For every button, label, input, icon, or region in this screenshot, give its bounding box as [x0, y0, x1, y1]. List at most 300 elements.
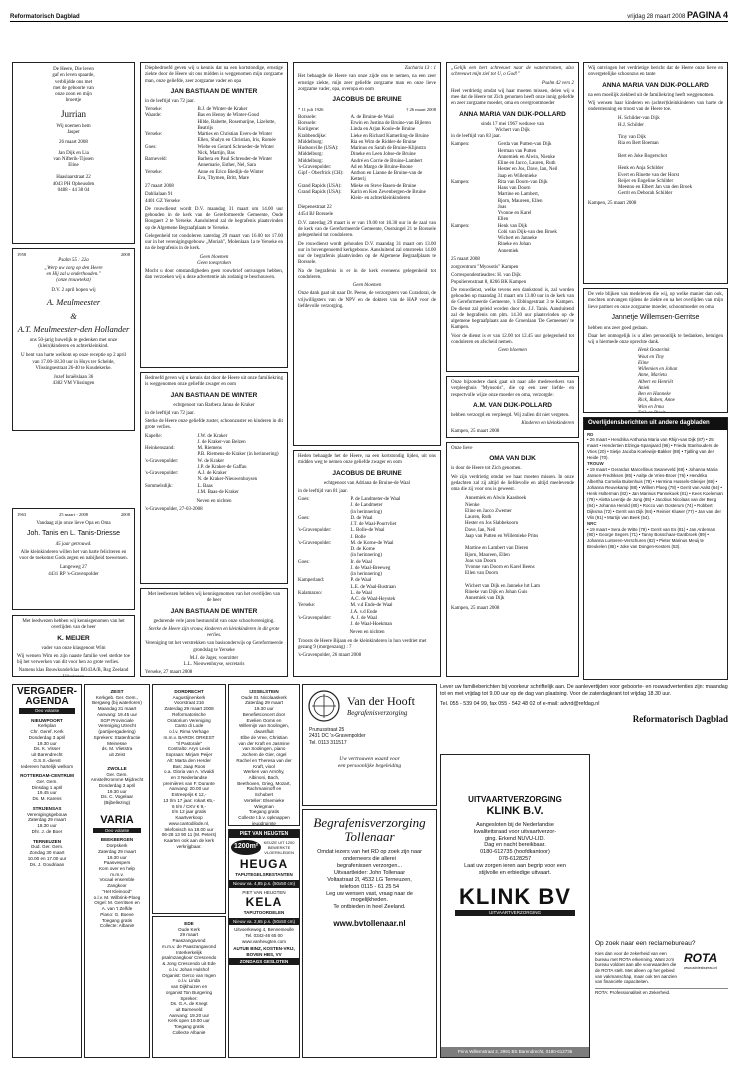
text-line: H. Schilder-van Dijk: [618, 116, 660, 122]
family-place: 's-Gravenpolder:: [145, 471, 179, 477]
klink-logo: KLINK BV: [459, 883, 571, 909]
text-line: Prunusstraat 25: [309, 727, 345, 733]
family-names: J.M. Baas-de Kraker: [197, 489, 239, 495]
agenda-line: Albinoni, Bach,: [248, 775, 280, 781]
agenda-line: Toegang gratis: [248, 809, 280, 815]
agenda-line: Reformatorische: [172, 711, 206, 717]
agenda-line: uit Barneveld: [175, 1007, 203, 1013]
text-line: Lauren, Ruth: [465, 515, 492, 521]
text-line: Hester en Jos Slabbekoorn: [465, 521, 519, 527]
agenda-line: Werken van Arnöhy,: [243, 769, 285, 775]
agenda-sub: Oeo volante: [19, 708, 75, 714]
deceased-name: ANNA MARIA VAN DIJK-POLLARD: [602, 81, 709, 89]
text2: hebben ons zeer goed gedaan.: [588, 325, 648, 331]
other-papers-obituaries: [583, 417, 728, 680]
agenda-line: 18.30 uur: [37, 823, 57, 829]
text-line: 4382 VM Vlissingen: [52, 381, 95, 387]
agenda-line: Spreker:: [180, 995, 198, 1001]
text-line: Anne, Marieta: [638, 373, 667, 379]
text-line: Dahlialaan 91: [145, 192, 173, 198]
family-list: [145, 107, 283, 182]
agenda-line: Zondag 30 maart: [29, 850, 65, 856]
text-line: Albert en Henriët: [638, 379, 673, 385]
amp: &: [70, 310, 77, 321]
agenda-line: Evelien Ooms en: [246, 717, 282, 723]
agenda-line: Donderdag 3 april: [98, 783, 136, 789]
extra-text: Na de begrafenis is er in de kerk eveneens gelegenheid tot condoleren.: [298, 268, 436, 280]
agenda-line: Iedereen hartelijk welkom: [20, 763, 74, 769]
text-line: onze zoon en mijn: [55, 92, 92, 97]
heugten-badge-row: [229, 838, 299, 857]
text-line: Wij noemen hem: [56, 123, 91, 129]
family-names: J.W. de Kraker: [197, 433, 228, 439]
ede-items: [153, 921, 225, 1036]
agenda-line: Contralto: Aryn Lexis: [167, 746, 211, 752]
paper-name: Reformatorisch Dagblad: [10, 13, 80, 20]
family-row: [298, 196, 436, 202]
place-date: Kampen, 25 maart 2008: [451, 429, 500, 435]
heuga-price: Nieuw va. 4,95 p.s. (50x50 cm): [229, 880, 299, 888]
agenda-line: Organist: Gerco van Ingen: [162, 972, 216, 978]
entries-nrc: • 19 maart • Sera de Witte (79) • Gerrit van Es (81) • Jan Ardeman (90) • George Segers (71) • Tanny Bosschaar-Gantbroek (89) • Johanna Lunteren-Verschuren (82) • Pieter Marinus Meuij te Breukelen (85) • Joke van Dongen-Kesters (53).: [587, 526, 716, 550]
family-names: Anthon en Lianne de Bruine-van de Ketterij: [350, 171, 423, 183]
agenda-line: Beethoven, Grieg, Mozart,: [237, 780, 291, 786]
sub: echtgenoot van Barbera Janna de Kraker: [173, 402, 255, 408]
entries-rd: • 26 maart • Hendrika Anthonia Maria van Rhijn-van Dijk (87) • 25 maart • Hendertien Elzinga-Spanjaard (96) • Frieda Stanhouders de Vries (20) • Sietje Jacoba Koelewijn-Bakker (88) • Tjalling van der Heide (70).: [587, 437, 719, 461]
family-names: M. v.d Ende-de Waal: [350, 603, 393, 609]
grandchildren-oma: [446, 442, 579, 677]
family-names: P. de Landmeter-de Waal: [350, 497, 401, 503]
date: 25 maart 2008: [451, 256, 480, 262]
heuga-tapi: TAPIJTEGELSRESTANTEN: [235, 872, 293, 878]
parents: [17, 151, 130, 170]
text-line: Jaap van Putten en Willemieke Prins: [465, 533, 539, 539]
family-place: Borssele:: [298, 121, 317, 127]
agenda-place: ROTTERDAM-CENTRUM: [20, 773, 74, 779]
tollenaar-title: Begrafenisverzorging Tollenaar: [313, 815, 426, 844]
age: in de leeftijd van 83 jaar.: [451, 134, 501, 140]
family-names: P. de Waal: [350, 578, 372, 584]
text2: Vereniging tot het verstrekken van basisonderwijs op Gereformeerde grondslag te Yerseke: [145, 641, 283, 653]
family-names: A. de Bruine-de Waal: [350, 114, 394, 120]
agenda-line: Oud. Ger. Gem.: [30, 844, 64, 850]
agenda-line: uit Barendrecht: [31, 752, 63, 758]
text-line: gaf en leven spaarde,: [52, 73, 95, 79]
family-list: [451, 142, 574, 255]
obituary-de-winter-kraker: [140, 372, 288, 584]
family-names: L. Baas: [197, 483, 213, 489]
agenda-place: STRIJENSAS: [32, 805, 62, 811]
agenda-line: o.l.v. Rima Verhage: [169, 729, 209, 735]
family-names: Annemiek: [497, 248, 519, 254]
family-names: Martine en Lambert,: [497, 192, 539, 198]
text-line: www.vanheugten.com: [241, 938, 287, 944]
family-names: Eline en Jacco, Lauren, Ruth: [497, 161, 556, 167]
family-names: Linda en Arjan Koole-de Bruine: [350, 127, 416, 133]
ad-tollenaar: [302, 809, 437, 1058]
agenda-line: Zaterdag 29 maart 2008: [164, 706, 214, 712]
agenda-line: Kerkplan: [37, 723, 57, 729]
varia-sub: Oeo volante: [93, 828, 141, 834]
text-line: Uw vertrouwen waard voor: [339, 755, 400, 762]
text-line: Uitvoerkeweg 4, Bennemeulle: [234, 927, 294, 933]
agenda-line: Ger. Gem.: [36, 778, 58, 784]
family-names: Dineke en Leen Jobse-de Bruine: [350, 152, 416, 158]
text-line: Leg uw wensen vast, vraag naar de mogelijkheden.: [326, 890, 413, 904]
rota-title: Op zoek naar een reclamebureau?: [595, 940, 696, 947]
agenda-line: G.S.S.-dienst: [33, 757, 61, 763]
years-married: 45 jaar getrouwd.: [55, 541, 92, 547]
name1: A. Meulmeester: [46, 296, 101, 307]
family-names: Ria en Wim de Ridder-de Bruine: [350, 139, 417, 145]
family-list: [298, 115, 436, 203]
condolence-text: Gelegenheid tot condoleren zaterdag 29 maart van 16.00 tot 17.00 uur in het verenigingsgebouw „Moriah", Molenlaan 1a te Yerseke en na de begrafenis in de kerk.: [145, 233, 283, 252]
text-line: Aangesloten bij de Nederlandse: [476, 821, 554, 828]
agenda-line: Augustijnenkerk: [172, 694, 206, 700]
agenda-line: organist Ton Burgering: [165, 989, 213, 995]
agenda-line: Canto di Lode: [174, 723, 204, 729]
text-line: Yvonne van Doorn en Karel Beens: [465, 565, 535, 571]
nephews: Neven en nichten: [349, 630, 385, 636]
agenda-line: verkrijgbaar.: [176, 843, 202, 849]
where: zorgcentrum "Myosotis" Kampen: [451, 265, 519, 271]
agenda-line: Kom over en help: [98, 866, 135, 871]
family-place: [145, 490, 197, 496]
family-place: Heinkenszand:: [145, 446, 175, 452]
agenda-line: Aanvang: 19.20 uur: [168, 1012, 210, 1018]
note: Mocht u door omstandigheden geen rouwbrief ontvangen hebben, dan verzoeken wij u deze advertentie als zodanig te beschouwen.: [145, 269, 283, 281]
zeist-items: [85, 689, 149, 758]
text-line: verblijdde ons met: [54, 79, 93, 85]
baby-name: Jurrian: [61, 108, 86, 119]
agenda-line: Zaterdag 29 maart: [245, 700, 283, 706]
text-line: Populierenstraat 8, 8266 BK Kampen: [451, 279, 527, 285]
text-line: 2431 DC 's-Gravenpolder: [309, 733, 366, 740]
text-line: Laat uw zorgen ieren aan begrip voor een: [464, 863, 566, 869]
condolence-text: D.V. zaterdag 29 maart is er van 19.00 tot 18.30 uur in de zaal van de kerk van de Gereformeerde Gemeente, Oostsingel 21 te Borssele gelegenheid tot condoleren.: [298, 220, 436, 239]
birth-announcement: [12, 62, 135, 244]
verse: „Gelijk een hert schreeuwt naar de waterstromen, alzo schreeuwt mijn ziel tot U, o God!": [451, 66, 574, 78]
section-rd: RD: [587, 431, 594, 437]
agenda-line: Ds. M. Karens: [32, 796, 62, 802]
family-place: Grand Rapids (USA):: [298, 183, 342, 189]
agenda-line: "Il Pastorale": [175, 740, 203, 746]
agenda-line: Kerkgeb. Ger. Gem.,: [95, 694, 139, 700]
text-line: met de geboorte van: [53, 85, 94, 91]
agenda-place: ZWOLLE: [107, 765, 127, 771]
family-place: [145, 176, 197, 182]
text-line: M.J. de Jager, voorzitter: [189, 655, 239, 661]
ijsselstein-items: [229, 689, 299, 826]
family-row: [145, 176, 283, 182]
kela-sub: TAPIJTOORDELEN: [243, 910, 285, 916]
family-place: 's-Gravenpolder:: [298, 528, 332, 534]
text: Wij wensen Wim en zijn naaste familie veel sterkte toe bij het verwerken van dit voor hen zo grote verlies.: [17, 653, 130, 666]
agenda-place: TERNEUZEN: [32, 838, 62, 844]
agenda-line: Paasvespers: [103, 860, 131, 866]
text-line: 0180-612735 (hoofdkantoor): [480, 849, 550, 856]
family-names: Gerda van Putten-van Dijk: [497, 142, 552, 148]
family-place: Kalamazoo:: [298, 590, 323, 596]
agenda-line: Chr. Geref. Kerk: [30, 729, 64, 735]
agenda-line: Collecte Albanië: [172, 1029, 206, 1035]
agenda-zeist: [84, 684, 150, 1058]
family-names: Joas: [497, 204, 507, 210]
condolence-school: [140, 588, 288, 677]
agenda-line: (partijvergadering): [98, 729, 136, 735]
deceased-name: Jannetje Willemsen-Gerritse: [611, 313, 700, 321]
agenda-line: Sopraan: Mirjam Peijer: [165, 752, 213, 758]
deceased-name: K. MEIJER: [57, 634, 90, 642]
agenda-line: m.m.v. BAROK ORKEST: [163, 734, 215, 740]
text-line: „Werp uw zorg op den Heere: [44, 265, 103, 271]
address: [17, 565, 130, 578]
rota-body: [595, 951, 728, 985]
sidebar-title: Overlijdensberichten uit andere dagbladen: [584, 418, 727, 430]
text: gedurende vele jaren bestuurslid van onze schoolvereniging.: [153, 618, 275, 624]
family-names: (in herinnering): [350, 509, 382, 515]
text-line: Nienke: [465, 502, 480, 508]
text-line: Gerrit en Deborah Schilder: [618, 191, 673, 197]
family-row: [298, 622, 436, 628]
agenda-line: Kaarten ook aan de kerk: [163, 838, 215, 844]
heuga-brand: HEUGA: [239, 857, 289, 872]
signature: [145, 656, 283, 669]
text-line: en Hij zal u onderhouden.": [46, 272, 101, 278]
names-list: [588, 348, 723, 413]
date: 27 maart 2008: [145, 184, 174, 190]
family-names: Ir. de Waal: [350, 559, 373, 565]
text-line: Eline: [68, 163, 79, 168]
family-place: Middelburg:: [298, 158, 323, 164]
family-place: Yerseke:: [298, 603, 316, 609]
family-names: J.T. de Waal-Poortvliet: [350, 522, 397, 528]
deceased-name: JAN BASTIAAN DE WINTER: [170, 87, 258, 95]
agenda-place: IJSSELSTEIN: [249, 689, 279, 694]
agenda-line: van der Kraft en Jasmine: [238, 740, 290, 746]
hooft-sub: Begrafenisverzorging: [347, 709, 408, 718]
text-line: Dave, Ian, Neil: [465, 527, 496, 533]
hooft-name: Van der Hooft: [347, 694, 415, 709]
ad-klink: [440, 754, 590, 1058]
condolence-text: Voor de dienst is er van 12.00 tot 12.45 uur gelegenheid tot condoleren en afscheid nemen.: [451, 333, 574, 345]
text-line: Ben en Hanneke: [638, 392, 671, 397]
agenda-line: Vereniging Utrecht: [98, 723, 136, 729]
rd-logo: Reformatorisch Dagblad: [632, 713, 728, 724]
names-list: [588, 116, 723, 197]
klink-address: Prins Willemstraat 2, 2991 BS Barendrecht, 0180-612735: [441, 1047, 589, 1057]
family-names: Yvonne en Karel: [497, 211, 532, 217]
beek-items: [85, 837, 149, 929]
text-line: Haaslaarstraat 22: [56, 175, 91, 181]
family-names: (in herinnering): [350, 553, 382, 559]
ad-rota: [595, 940, 728, 1058]
years-row: 1958 2008: [17, 252, 130, 257]
text-line: Dag en nacht bereikbaar.: [484, 842, 546, 849]
text-line: Annemiek van Dijk: [465, 596, 505, 602]
agenda-line: Aanvang: 20.00 uur: [168, 786, 210, 792]
agenda-items: [13, 718, 81, 868]
text: Sterke de Heere onze geliefde zuster, schoonzuster en kinderen in dit grote verlies.: [145, 419, 283, 431]
names-list: [451, 496, 574, 602]
agenda-line: www.cantodilode.nl,: [168, 820, 210, 826]
signature: Namens klas Bouwkunde/klas BO43A/B, Rsg Zeeland: [18, 668, 129, 674]
deceased-name: A.M. VAN DIJK-POLLARD: [473, 401, 552, 409]
intro: Diepbedroefd geven wij u kennis dat na een kortstondige, ernstige ziekte door de Heere uit ons midden is weggenomen mijn zorgzame man, onze geliefde, zeer zorgzame vader en opa: [145, 66, 283, 84]
thanks-myosotis: [446, 376, 579, 438]
family-place: Yerseke:: [145, 132, 163, 138]
agenda-place: DORDRECHT: [174, 689, 204, 694]
agenda-line: Ger. Gem.: [106, 771, 128, 777]
dates: * 11 juli 1926 † 26 maart 2008: [298, 107, 436, 113]
obituary-de-bruine-family: [293, 62, 441, 446]
family-names: L. Bolle-de Waal: [350, 528, 385, 534]
text-line: Omdat iezers van het RD op zoek zijn naar onderneers die allerei: [317, 849, 422, 863]
ad-deadline: [440, 684, 728, 750]
agenda-line: Verenigingsgebouw: [26, 811, 68, 817]
text2: We zijn verdrietig omdat we haar moeten missen. In onze gedachten zal zij altijd de liefdevolle en altijd meelevende oma die zij voor ons is geweest.: [451, 474, 574, 493]
agenda-line: Verteller: Elsemieke: [243, 797, 285, 803]
family-place: Kamperland:: [298, 578, 325, 584]
obituary-de-winter-family: [140, 62, 288, 368]
section-trouw: TROUW: [587, 461, 604, 467]
thanks: Onze dank gaat uit naar Dr. Peene, de verzorgsters van Curadorai, de vrijwilligsters van de NPV en de dokters van de HAP voor de liefdevolle verzorging.: [298, 291, 436, 309]
family-names: M. Riemens: [197, 446, 222, 452]
agenda-line: & Jong Crescendo uit Ede: [162, 961, 216, 967]
family-row: [451, 249, 574, 255]
agenda-line: Oratorium Vereniging: [167, 717, 211, 723]
agenda-line: en 3 Nederlandse: [170, 775, 208, 781]
agenda-line: Ds. K. Visser: [33, 746, 61, 752]
text-line: Langeweg 27: [59, 565, 88, 571]
age: in de leeftijd van 72 jaar.: [145, 98, 195, 104]
agenda-line: 19.30 uur: [37, 740, 57, 746]
text-line: Te ontbieden in heel Zeeland.: [333, 904, 406, 911]
text3: Daar het onmogelijk is u allen persoonlijk te bedanken, betuigen wij u hiermede onze oprechte dank.: [588, 333, 723, 345]
funeral-text: De rouwdienst wordt gehouden D.V. maandag 31 maart om 13.00 uur in bovengenoemd kerkgebouw. Aansluitend zal omstreeks 14.00 uur de begrafenis plaatsvinden op de Algemene Begraafplaats te Borssele.: [298, 241, 436, 266]
family-names: A.J. de Kraker: [197, 471, 227, 477]
agenda-line: Rachel en Theresa van der: [236, 757, 292, 763]
family-names: Annemiek en Alwin, Nienke: [497, 154, 555, 160]
family-names: L. de Waal: [350, 590, 373, 596]
agenda-line: Maandag 31 maart: [97, 706, 137, 712]
text-line: Jasper: [67, 130, 80, 135]
family-names: Hans van Doorn: [497, 186, 531, 192]
agenda-line: Willemijn van Soolingen,: [238, 723, 290, 729]
intro: Het bebaagde de Heere van onze zijde ons te nemen, na een zeer ernstige ziekte, mijn zeer geliefde zorgzame man en onze lieve zorgzame vader, opa, overopa en oom: [298, 74, 436, 92]
intro: Heden behaagde het de Heere, na een kortstondig lijden, uit ons midden weg te nemen onze geliefde zwager en oom: [298, 454, 436, 466]
rota-logo: ROTA: [684, 951, 718, 966]
text-line: Henk en Anja Schilder: [618, 166, 664, 172]
family-names: Anne en Erico Biedijk-de Winter: [197, 169, 264, 175]
family-names: Hilde, Babette, Rosemarijne, Lizelotte, Beatrijs: [197, 119, 276, 131]
kela-brand: KELA: [245, 895, 283, 910]
anniv-text: ons 50-jarig huwelijk te gedenken met onze (klein)kinderen en achterkleinkind.: [29, 337, 118, 350]
agenda-line: premières van F. Durante: [163, 780, 215, 786]
agenda-line: Oude St. Nicolaaskerk: [241, 694, 287, 700]
anniversary-meulmeester: [12, 248, 135, 431]
text-line: L.L. Nieuwenhuyse, secretaris: [183, 662, 245, 668]
page-header: [10, 8, 728, 22]
ad-van-der-hooft: [302, 684, 437, 806]
family-names: Bas en Henny de Winter-Goud: [197, 113, 259, 119]
deceased-name: JACOBUS DE BRUINE: [332, 469, 402, 477]
entries-trouw: • 19 maart • Gerardus Marcellinus Swaneveld (69) • Johanna Maria Jansen-Fredriksen (85) • Aaltje de Vries-Broer (76) • Hendrika Albertha Cornelia Buitenhuis (78) • Hermina Hussels-Gleisjer (69) • Johanna Reuvekamp (88) • Willem Ploeg (78) • Gerrit van Aalst (64) • Henk Holterman (82) • Jan Marinus Pannekoek (81) • Kees Koeleman (79) • Aletta Leentje de Jong (85) • Jacobus Nicolaas van der Berg (84) • Johanna Herold (80) • Rocco van Oosterum (74) • Robbert Dijksma (72) • Gerrit van Dijk (84) • Reinier Kluwer (77) • Jan van der Vlis (91) • Martijn van Beek (54).: [587, 467, 723, 520]
intro: Bedroefd geven wij u kennis dat door de Heere uit onze familiekring is weggenomen onze geliefde zwager en oom: [145, 376, 283, 388]
correspondence: [145, 255, 283, 268]
family-names: J.A. v.d Ende: [350, 609, 378, 615]
family-place: Gipf - Oberfrick (CH):: [298, 171, 344, 177]
family-place: Goes:: [298, 515, 310, 521]
text-line: Rick, Ruben, Anne: [638, 398, 675, 404]
text-line: Correspondentieadres: H. van Dijk: [451, 273, 521, 279]
family-names: Henk van Dijk: [497, 223, 528, 229]
family-row: [145, 490, 283, 496]
family-place: 's-Gravenpolder:: [145, 458, 179, 464]
agenda-line: 6 t/m / CKV € 9,-: [172, 803, 206, 809]
klink-name: KLINK B.V.: [486, 805, 544, 817]
family-names: Jaap en Willemieke: [497, 173, 537, 179]
agenda-line: Elbe de Vree, Christian: [240, 734, 288, 740]
family-names: Hester en Jos, Dave, Ian, Neil: [497, 167, 558, 173]
deadline-contact: Tel. 055 - 539 04 99, fax 055 - 542 48 02 of e-mail: advrd@refdag.nl: [440, 701, 600, 708]
family-names: J. de Waal-Breeweg: [350, 565, 391, 571]
signature: Kinderen en kleinkinderen: [521, 421, 574, 427]
deceased-name: OMA VAN DIJK: [489, 455, 536, 463]
intro: Met leedwezen hebben wij kennisgenomen van het overlijden van de heer: [147, 592, 281, 604]
family-names: Rita van Doorn-van Dijk: [497, 179, 548, 185]
family-names: Cobi van Dijk-van den Broek: [497, 229, 557, 235]
place-date: Yerseke, 27 maart 2008: [145, 670, 193, 676]
agenda-line: Meinesse: [107, 740, 127, 746]
text-line: Wichert van Dijk: [495, 127, 530, 133]
text-line: Uitvaartleider: John Tollenaar: [333, 869, 406, 876]
years-row: 1963 25 maart - 2008 2008: [17, 512, 130, 517]
text-line: Annemiek en Alwin Kaasboek: [465, 496, 527, 502]
agenda-line: Aanvang: 19.45 uur: [96, 711, 138, 717]
agenda-line: Dhr. J. de Boer: [31, 828, 63, 834]
text-line: kwaliteitsraad voor uitvaartverzor-: [473, 828, 557, 835]
agenda-dordrecht: [152, 684, 226, 914]
place-date: 's-Gravenpolder, 27-03-2008: [145, 507, 203, 513]
family-place: Kampen:: [451, 223, 470, 229]
text-line: 4454 BJ Borssele: [298, 211, 333, 217]
text-line: Tiny van Dijk: [618, 135, 646, 141]
family-place: Yerseke:: [145, 107, 163, 113]
obituary-de-bruine-waal: [293, 450, 441, 677]
agenda-line: dwarsfluit: [254, 729, 274, 735]
address: [451, 273, 574, 286]
family-place: Borssele:: [298, 114, 317, 120]
page-info: vrijdag 28 maart 2008 PAGINA 4: [627, 9, 728, 20]
agenda-line: telefonisch na 18.00 uur: [164, 826, 214, 832]
text-line: Bert en Joke Bogerschot: [618, 153, 668, 159]
family-place: Goes:: [298, 497, 310, 503]
ad-piet-van-heugten: [228, 829, 300, 1058]
text-line: Bjorn, Maureen, Ellen: [465, 552, 510, 558]
agenda-ijsselstein: [228, 684, 300, 826]
family-place: Goes:: [145, 144, 157, 150]
family-names: Rineke en Johan: [497, 242, 531, 248]
heugten-foot2: ZONDAGS GESLOTEN: [229, 958, 299, 966]
text-line: H.J. Schilder: [618, 122, 644, 128]
klink-lines: [441, 822, 589, 877]
text-line: Aniek: [638, 385, 650, 391]
agenda-line: o.l.v. Johan Hulshof: [168, 966, 209, 972]
sidebar-body: [584, 430, 727, 553]
verse-ref: Psalm 55 : 22a: [58, 257, 89, 263]
couple-names: Joh. Tanis en L. Tanis-Driesse: [26, 529, 121, 537]
